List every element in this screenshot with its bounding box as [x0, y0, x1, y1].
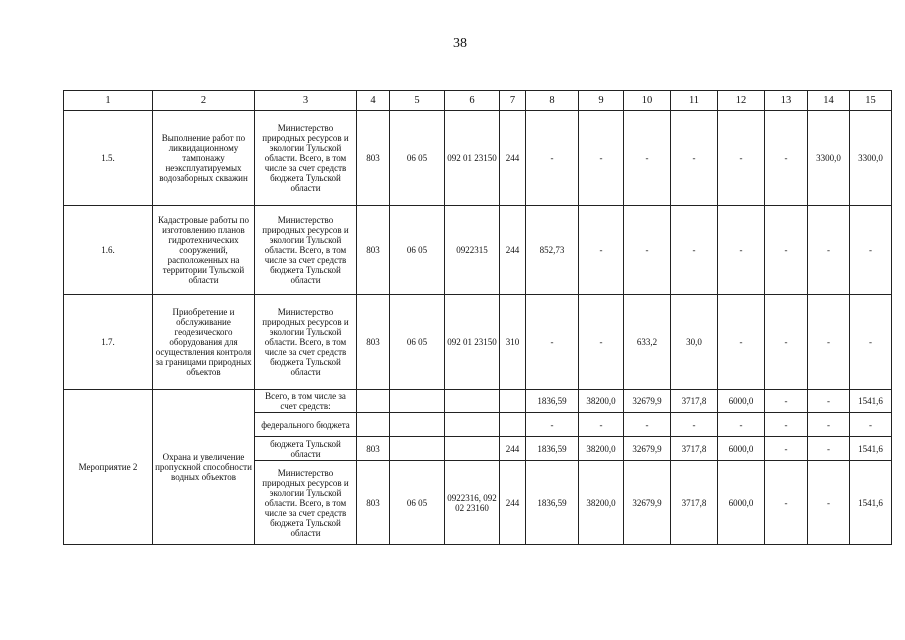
cell-section: 06 05	[390, 295, 445, 390]
column-header: 12	[718, 91, 765, 111]
cell-value: -	[765, 461, 808, 545]
cell-value: 3717,8	[671, 437, 718, 461]
cell-value: -	[765, 295, 808, 390]
cell-value: 3300,0	[850, 111, 892, 206]
cell-value: -	[765, 413, 808, 437]
cell-value: -	[624, 111, 671, 206]
cell-value: 38200,0	[579, 390, 624, 413]
cell-value: -	[718, 295, 765, 390]
cell-expense-type: 310	[500, 295, 526, 390]
cell-grbs: 803	[357, 206, 390, 295]
cell-value: -	[850, 206, 892, 295]
cell-value: -	[624, 413, 671, 437]
cell-value: -	[808, 390, 850, 413]
funding-source: Министерство природных ресурсов и экологии Тульской области. Всего, в том числе за счет средств бюджета Тульской области	[255, 461, 357, 545]
cell-value: -	[671, 413, 718, 437]
column-header: 3	[255, 91, 357, 111]
table-row	[64, 295, 892, 390]
responsible-org: Министерство природных ресурсов и экологии Тульской области. Всего, в том числе за счет средств бюджета Тульской области	[255, 295, 357, 390]
cell-value: -	[808, 461, 850, 545]
responsible-org: Министерство природных ресурсов и экологии Тульской области. Всего, в том числе за счет средств бюджета Тульской области	[255, 111, 357, 206]
cell-value: -	[765, 206, 808, 295]
cell-grbs: 803	[357, 111, 390, 206]
column-header: 6	[445, 91, 500, 111]
cell-value: 852,73	[526, 206, 579, 295]
measure-row	[64, 390, 892, 413]
cell-value: -	[765, 111, 808, 206]
cell-value: 6000,0	[718, 437, 765, 461]
cell-expense-type: 244	[500, 206, 526, 295]
column-header: 2	[153, 91, 255, 111]
cell-value: -	[526, 111, 579, 206]
row-number: 1.6.	[64, 206, 153, 295]
cell-value: -	[765, 437, 808, 461]
cell-value: -	[850, 295, 892, 390]
cell-grbs	[357, 413, 390, 437]
cell-value: 1836,59	[526, 390, 579, 413]
cell-value: 3300,0	[808, 111, 850, 206]
cell-target-article	[445, 437, 500, 461]
cell-value: -	[850, 413, 892, 437]
column-header: 11	[671, 91, 718, 111]
cell-expense-type	[500, 390, 526, 413]
cell-expense-type	[500, 413, 526, 437]
measure-number: Мероприятие 2	[64, 390, 153, 545]
cell-value: -	[808, 295, 850, 390]
column-header: 13	[765, 91, 808, 111]
cell-value: 1836,59	[526, 437, 579, 461]
column-header: 8	[526, 91, 579, 111]
cell-value: -	[671, 206, 718, 295]
responsible-org: Министерство природных ресурсов и экологии Тульской области. Всего, в том числе за счет средств бюджета Тульской области	[255, 206, 357, 295]
activity-name: Кадастровые работы по изготовлению планов гидротехнических сооружений, расположенных на территории Тульской области	[153, 206, 255, 295]
cell-target-article	[445, 390, 500, 413]
cell-grbs: 803	[357, 295, 390, 390]
cell-expense-type: 244	[500, 437, 526, 461]
page-number: 38	[453, 36, 467, 51]
column-header: 14	[808, 91, 850, 111]
cell-value: 6000,0	[718, 461, 765, 545]
cell-value: 1836,59	[526, 461, 579, 545]
cell-value: -	[718, 111, 765, 206]
cell-value: 6000,0	[718, 390, 765, 413]
cell-section: 06 05	[390, 206, 445, 295]
cell-section	[390, 390, 445, 413]
cell-grbs: 803	[357, 437, 390, 461]
column-header: 10	[624, 91, 671, 111]
column-header: 7	[500, 91, 526, 111]
column-header: 4	[357, 91, 390, 111]
activity-name: Выполнение работ по ликвидационному тампонажу неэксплуатируемых водозаборных скважин	[153, 111, 255, 206]
funding-source: Всего, в том числе за счет средств:	[255, 390, 357, 413]
cell-value: -	[808, 206, 850, 295]
cell-section	[390, 413, 445, 437]
cell-value: -	[526, 413, 579, 437]
table-header-row	[64, 91, 892, 111]
column-header: 5	[390, 91, 445, 111]
cell-value: -	[579, 413, 624, 437]
cell-value: -	[718, 206, 765, 295]
cell-value: 38200,0	[579, 437, 624, 461]
cell-value: 32679,9	[624, 390, 671, 413]
cell-value: 32679,9	[624, 437, 671, 461]
cell-value: -	[579, 206, 624, 295]
activity-name: Приобретение и обслуживание геодезического оборудования для осуществления контроля за границами природных объектов	[153, 295, 255, 390]
table-row	[64, 206, 892, 295]
measure-name: Охрана и увеличение пропускной способности водных объектов	[153, 390, 255, 545]
cell-section: 06 05	[390, 111, 445, 206]
cell-section: 06 05	[390, 461, 445, 545]
funding-source: федерального бюджета	[255, 413, 357, 437]
row-number: 1.5.	[64, 111, 153, 206]
cell-value: 1541,6	[850, 437, 892, 461]
cell-target-article: 092 01 23150	[445, 295, 500, 390]
cell-value: -	[579, 111, 624, 206]
cell-value: 30,0	[671, 295, 718, 390]
cell-value: -	[579, 295, 624, 390]
funding-source: бюджета Тульской области	[255, 437, 357, 461]
cell-value: -	[808, 437, 850, 461]
cell-target-article: 0922315	[445, 206, 500, 295]
column-header: 1	[64, 91, 153, 111]
cell-value: 633,2	[624, 295, 671, 390]
column-header: 9	[579, 91, 624, 111]
cell-grbs: 803	[357, 461, 390, 545]
cell-value: 3717,8	[671, 390, 718, 413]
budget-table	[63, 90, 892, 545]
cell-value: 1541,6	[850, 390, 892, 413]
cell-value: -	[808, 413, 850, 437]
cell-value: 3717,8	[671, 461, 718, 545]
cell-value: -	[671, 111, 718, 206]
cell-value: -	[718, 413, 765, 437]
cell-grbs	[357, 390, 390, 413]
cell-value: -	[526, 295, 579, 390]
cell-expense-type: 244	[500, 111, 526, 206]
cell-value: -	[765, 390, 808, 413]
cell-section	[390, 437, 445, 461]
cell-value: 38200,0	[579, 461, 624, 545]
cell-value: -	[624, 206, 671, 295]
row-number: 1.7.	[64, 295, 153, 390]
cell-value: 32679,9	[624, 461, 671, 545]
column-header: 15	[850, 91, 892, 111]
cell-target-article: 0922316, 092 02 23160	[445, 461, 500, 545]
cell-value: 1541,6	[850, 461, 892, 545]
cell-target-article: 092 01 23150	[445, 111, 500, 206]
cell-expense-type: 244	[500, 461, 526, 545]
cell-target-article	[445, 413, 500, 437]
table-row	[64, 111, 892, 206]
